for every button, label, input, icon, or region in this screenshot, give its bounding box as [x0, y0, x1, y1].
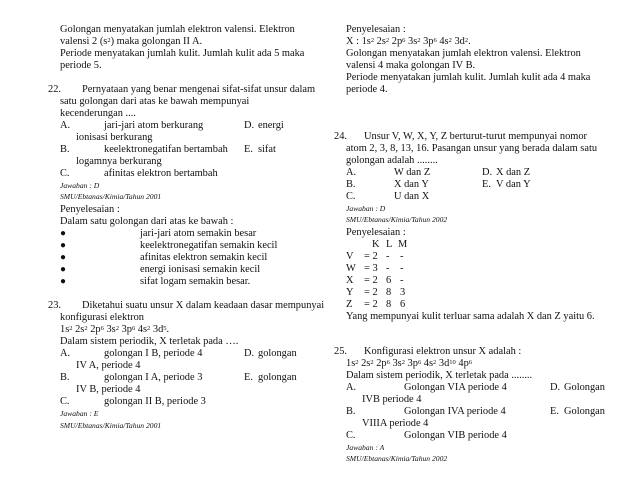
option-label: A. — [60, 120, 71, 131]
option-b-text: X dan Y — [394, 179, 429, 190]
option-label: B. — [346, 179, 356, 190]
option-label: C. — [60, 396, 70, 407]
shell-m: - — [400, 251, 404, 262]
option-label: A. — [346, 382, 357, 393]
intro-line: Periode menyatakan jumlah kulit. Jumlah kulit ada 5 maka — [60, 48, 305, 59]
option-a-text: W dan Z — [394, 167, 431, 178]
question-23-text: konfigurasi elektron — [60, 312, 144, 323]
option-label: D. — [550, 382, 561, 393]
shell-m: 3 — [400, 287, 406, 298]
option-b-cont: logamnya berkurang — [76, 156, 162, 167]
shell-k: = 3 — [364, 263, 378, 274]
bullet-text: sifat logam semakin besar. — [140, 276, 251, 287]
option-e-cont: VIIIA periode 4 — [362, 418, 429, 429]
option-label: C. — [346, 191, 356, 202]
shell-element: Y — [346, 287, 354, 298]
solution-line: Periode menyatakan jumlah kulit. Jumlah kulit ada 4 maka — [346, 72, 591, 83]
electron-config: $1s^2$ $2s^2$ $2p^6$ $3s^2$ $3p^6$ $4s^2$ $3d^{10}$ $4p^6$ — [346, 358, 473, 369]
bullet-text: afinitas elektron semakin kecil — [140, 252, 268, 263]
solution-title: Penyelesaian : — [346, 227, 406, 238]
option-a-text: jari-jari atom berkurang — [104, 120, 204, 131]
bullet-text: jari-jari atom semakin besar — [140, 228, 257, 239]
question-25-text: Dalam sistem periodik, X terletak pada ........ — [346, 370, 533, 381]
option-b-text: keelektronegatifan bertambah — [104, 144, 228, 155]
option-d-cont: IV A, periode 4 — [76, 360, 141, 371]
option-d-text: golongan — [258, 348, 297, 359]
shell-element: V — [346, 251, 354, 262]
option-a-cont: ionisasi berkurang — [76, 132, 153, 143]
solution-intro: Dalam satu golongan dari atas ke bawah : — [60, 216, 234, 227]
electron-config: X : $1s^2$ $2s^2$ $2p^6$ $3s^2$ $3p^6$ $4s^2$ $3d^2$. — [346, 36, 471, 47]
question-24-number: 24. — [334, 131, 347, 142]
option-c-text: Golongan VIB periode 4 — [404, 430, 507, 441]
shell-k: = 2 — [364, 251, 378, 262]
option-d-text: energi — [258, 120, 284, 131]
source-citation: SMU/Ebtanas/Kimia/Tahun 2001 — [60, 421, 162, 430]
question-22-text: Pernyataan yang benar mengenai sifat-sifat unsur dalam — [82, 84, 316, 95]
option-c-text: golongan II B, periode 3 — [104, 396, 206, 407]
solution-line: periode 4. — [346, 84, 388, 95]
bullet-icon: ● — [60, 276, 67, 287]
solution-conclusion: Yang mempunyai kulit terluar sama adalah X dan Z yaitu 6. — [346, 311, 595, 322]
option-label: E. — [550, 406, 559, 417]
question-24-text: atom 2, 3, 8, 13, 16. Pasangan unsur yang berada dalam satu — [346, 143, 598, 154]
solution-line: valensi 4 maka golongan IV B. — [346, 60, 476, 71]
option-label: D. — [244, 348, 255, 359]
question-23-number: 23. — [48, 300, 61, 311]
answer-key: Jawaban : A — [346, 443, 385, 452]
answer-key: Jawaban : E — [60, 409, 99, 418]
shell-m: 6 — [400, 299, 406, 310]
option-e-text: golongan — [258, 372, 297, 383]
shell-element: W — [346, 263, 356, 274]
bullet-text: keelektronegatifan semakin kecil — [140, 240, 278, 251]
question-24-text: Unsur V, W, X, Y, Z berturut-turut mempunyai nomor — [364, 131, 587, 142]
option-b-text: Golongan IVA periode 4 — [404, 406, 506, 417]
option-e-text: V dan Y — [496, 179, 531, 190]
option-label: E. — [244, 144, 253, 155]
question-22-text: satu golongan dari atas ke bawah mempunyai — [60, 96, 250, 107]
question-22-number: 22. — [48, 84, 61, 95]
solution-title: Penyelesaian : — [60, 204, 120, 215]
option-e-text: Golongan — [564, 406, 605, 417]
shell-element: Z — [346, 299, 353, 310]
shell-k: = 2 — [364, 275, 378, 286]
shell-k: = 2 — [364, 299, 378, 310]
option-c-text: afinitas elektron bertambah — [104, 168, 218, 179]
answer-key: Jawaban : D — [346, 204, 386, 213]
shell-header-m: M — [398, 239, 408, 250]
question-22-text: kecenderungan .... — [60, 108, 136, 119]
option-label: A. — [60, 348, 71, 359]
bullet-icon: ● — [60, 228, 67, 239]
source-citation: SMU/Ebtanas/Kimia/Tahun 2001 — [60, 192, 162, 201]
option-d-text: X dan Z — [496, 167, 531, 178]
bullet-text: energi ionisasi semakin kecil — [140, 264, 261, 275]
shell-l: - — [386, 251, 390, 262]
option-label: B. — [60, 144, 70, 155]
solution-line: Golongan menyatakan jumlah elektron valensi. Elektron — [346, 48, 581, 59]
source-citation: SMU/Ebtanas/Kimia/Tahun 2002 — [346, 454, 448, 463]
option-label: B. — [60, 372, 70, 383]
shell-header-k: K — [372, 239, 380, 250]
intro-valensi-line: valensi 2 $(s^2)$ maka golongan II A. — [60, 36, 203, 47]
option-label: A. — [346, 167, 357, 178]
question-25-number: 25. — [334, 346, 347, 357]
option-a-text: golongan I B, periode 4 — [104, 348, 203, 359]
source-citation: SMU/Ebtanas/Kimia/Tahun 2002 — [346, 215, 448, 224]
question-24-text: golongan adalah ........ — [346, 155, 438, 166]
option-label: E. — [244, 372, 253, 383]
option-d-text: Golongan — [564, 382, 605, 393]
option-a-text: Golongan VIA periode 4 — [404, 382, 507, 393]
bullet-icon: ● — [60, 252, 67, 263]
option-d-cont: IVB periode 4 — [362, 394, 422, 405]
option-c-text: U dan X — [394, 191, 430, 202]
option-label: D. — [244, 120, 255, 131]
electron-config: $1s^2$ $2s^2$ $2p^6$ $3s^2$ $3p^6$ $4s^2$ $3d^5$. — [60, 324, 170, 335]
bullet-icon: ● — [60, 264, 67, 275]
shell-m: - — [400, 275, 404, 286]
shell-l: 6 — [386, 275, 392, 286]
option-b-text: golongan I A, periode 3 — [104, 372, 203, 383]
shell-header-l: L — [386, 239, 393, 250]
intro-line: Golongan menyatakan jumlah elektron valensi. Elektron — [60, 24, 295, 35]
shell-element: X — [346, 275, 354, 286]
solution-title: Penyelesaian : — [346, 24, 406, 35]
shell-l: - — [386, 263, 390, 274]
answer-key: Jawaban : D — [60, 181, 100, 190]
question-23-text: Diketahui suatu unsur X dalam keadaan dasar mempunyai — [82, 300, 325, 311]
shell-l: 8 — [386, 287, 392, 298]
option-label: C. — [60, 168, 70, 179]
question-23-text: Dalam sistem periodik, X terletak pada …. — [60, 336, 239, 347]
shell-m: - — [400, 263, 404, 274]
option-e-text: sifat — [258, 144, 276, 155]
bullet-icon: ● — [60, 240, 67, 251]
option-label: E. — [482, 179, 491, 190]
intro-line: periode 5. — [60, 60, 102, 71]
option-label: C. — [346, 430, 356, 441]
question-25-text: Konfigurasi elektron unsur X adalah : — [364, 346, 522, 357]
option-label: B. — [346, 406, 356, 417]
option-e-cont: IV B, periode 4 — [76, 384, 141, 395]
shell-k: = 2 — [364, 287, 378, 298]
option-label: D. — [482, 167, 493, 178]
shell-l: 8 — [386, 299, 392, 310]
